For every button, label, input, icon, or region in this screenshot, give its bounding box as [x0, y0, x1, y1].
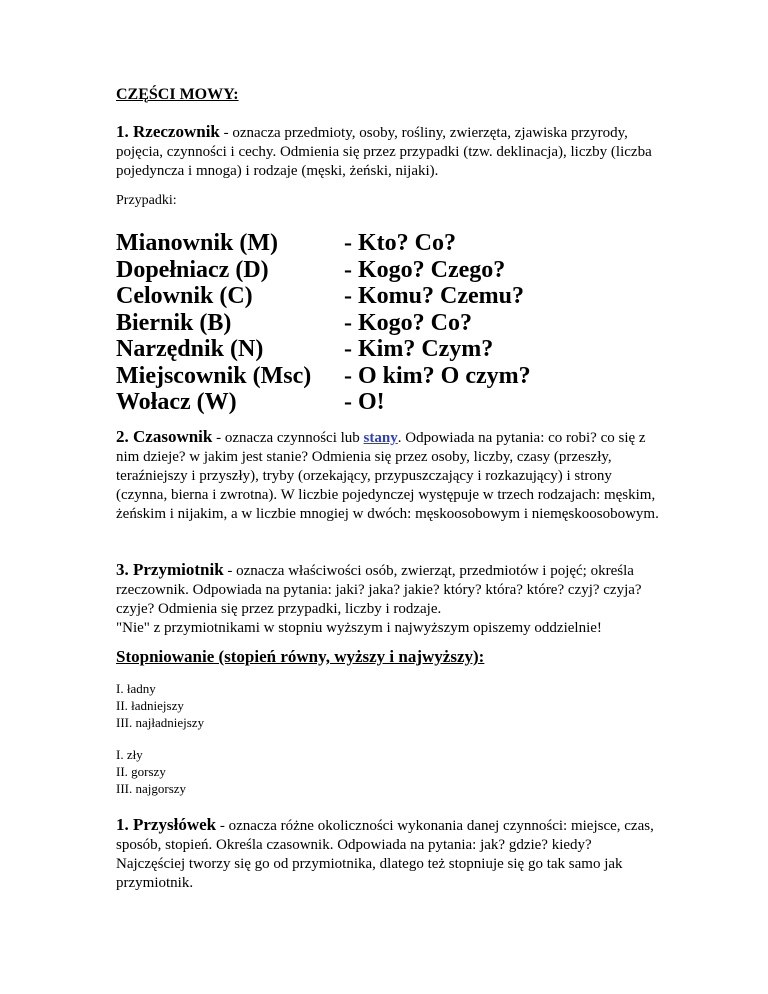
czasownik-text-before: - oznacza czynności lub [212, 430, 364, 446]
przymiotnik-text: - oznacza właściwości osób, zwierząt, przedmiotów i pojęć; określa rzeczownik. Odpowiada na pytania: jaki? jaka? jakie? który? która? które? czyj? czyja? czyje? Odmienia się przez przypadki, liczby i rodzaje. [116, 563, 642, 617]
cases-table [116, 230, 531, 416]
czasownik-heading: 2. Czasownik [116, 427, 213, 446]
stany-link[interactable]: stany [363, 430, 398, 446]
case-row [116, 257, 531, 284]
case-row [116, 389, 531, 416]
przymiotnik-note: "Nie" z przymiotnikami w stopniu wyższym i najwyższym opiszemy oddzielnie! [116, 620, 602, 636]
rzeczownik-heading: 1. Rzeczownik [116, 122, 220, 141]
case-name: Mianownik (M) [116, 230, 278, 256]
czasownik-text-after: . Odpowiada na pytania: co robi? co się z nim dzieje? w jakim jest stanie? Odmienia się przez osoby, liczby, czasy (przeszły, teraźniejszy i przyszły), tryby (orzekający, przypuszczający i rozkazujący) i strony (czynna, bierna i zwrotna). W liczbie pojedynczej występuje w trzech rodzajach: męskim, żeńskim i nijakim, a w liczbie mnogiej w dwóch: męskoosobowym i niemęskoosobowym. [116, 430, 659, 522]
stopniowanie-group-1 [116, 680, 204, 731]
przyslowek-heading: 1. Przysłówek [116, 815, 217, 834]
case-row [116, 336, 531, 363]
case-row [116, 363, 531, 390]
przyslowek-paragraph [116, 815, 661, 893]
przymiotnik-paragraph [116, 560, 661, 638]
rzeczownik-paragraph [116, 122, 661, 181]
case-question: - Kto? Co? [344, 230, 456, 256]
case-question: - O! [344, 389, 385, 415]
degree-item: III. najładniejszy [116, 715, 205, 730]
case-name: Celownik (C) [116, 283, 253, 309]
case-name: Narzędnik (N) [116, 336, 264, 362]
przymiotnik-heading: 3. Przymiotnik [116, 560, 224, 579]
przyslowek-text: - oznacza różne okoliczności wykonania danej czynności: miejsce, czas, sposób, stopień. Określa czasownik. Odpowiada na pytania: jak? gdzie? kiedy? Najczęściej tworzy się go od przymiotnika, dlatego też stopniuje się go tak samo jak przymiotnik. [116, 818, 654, 891]
czasownik-paragraph [116, 427, 661, 524]
degree-item: II. gorszy [116, 764, 166, 779]
case-row [116, 283, 531, 310]
stopniowanie-group-2 [116, 746, 186, 797]
degree-item: I. ładny [116, 681, 156, 696]
case-question: - Kogo? Czego? [344, 256, 506, 283]
degree-item: III. najgorszy [116, 781, 187, 796]
case-question: - O kim? O czym? [344, 362, 531, 389]
case-name: Biernik (B) [116, 309, 232, 336]
case-row [116, 230, 531, 257]
przypadki-label: Przypadki: [116, 193, 177, 208]
case-name: Wołacz (W) [116, 389, 237, 415]
case-name: Miejscownik (Msc) [116, 362, 312, 389]
document-title: CZĘŚCI MOWY: [116, 86, 239, 103]
stopniowanie-heading: Stopniowanie (stopień równy, wyższy i najwyższy): [116, 647, 485, 666]
case-question: - Komu? Czemu? [344, 283, 524, 309]
rzeczownik-text: - oznacza przedmioty, osoby, rośliny, zwierzęta, zjawiska przyrody, pojęcia, czynności i cechy. Odmienia się przez przypadki (tzw. deklinacja), liczby (liczba pojedyncza i mnoga) i rodzaje (męski, żeński, nijaki). [116, 125, 652, 179]
case-question: - Kogo? Co? [344, 309, 472, 336]
degree-item: I. zły [116, 747, 143, 762]
case-question: - Kim? Czym? [344, 336, 494, 362]
degree-item: II. ładniejszy [116, 698, 184, 713]
case-name: Dopełniacz (D) [116, 256, 269, 283]
case-row [116, 310, 531, 337]
